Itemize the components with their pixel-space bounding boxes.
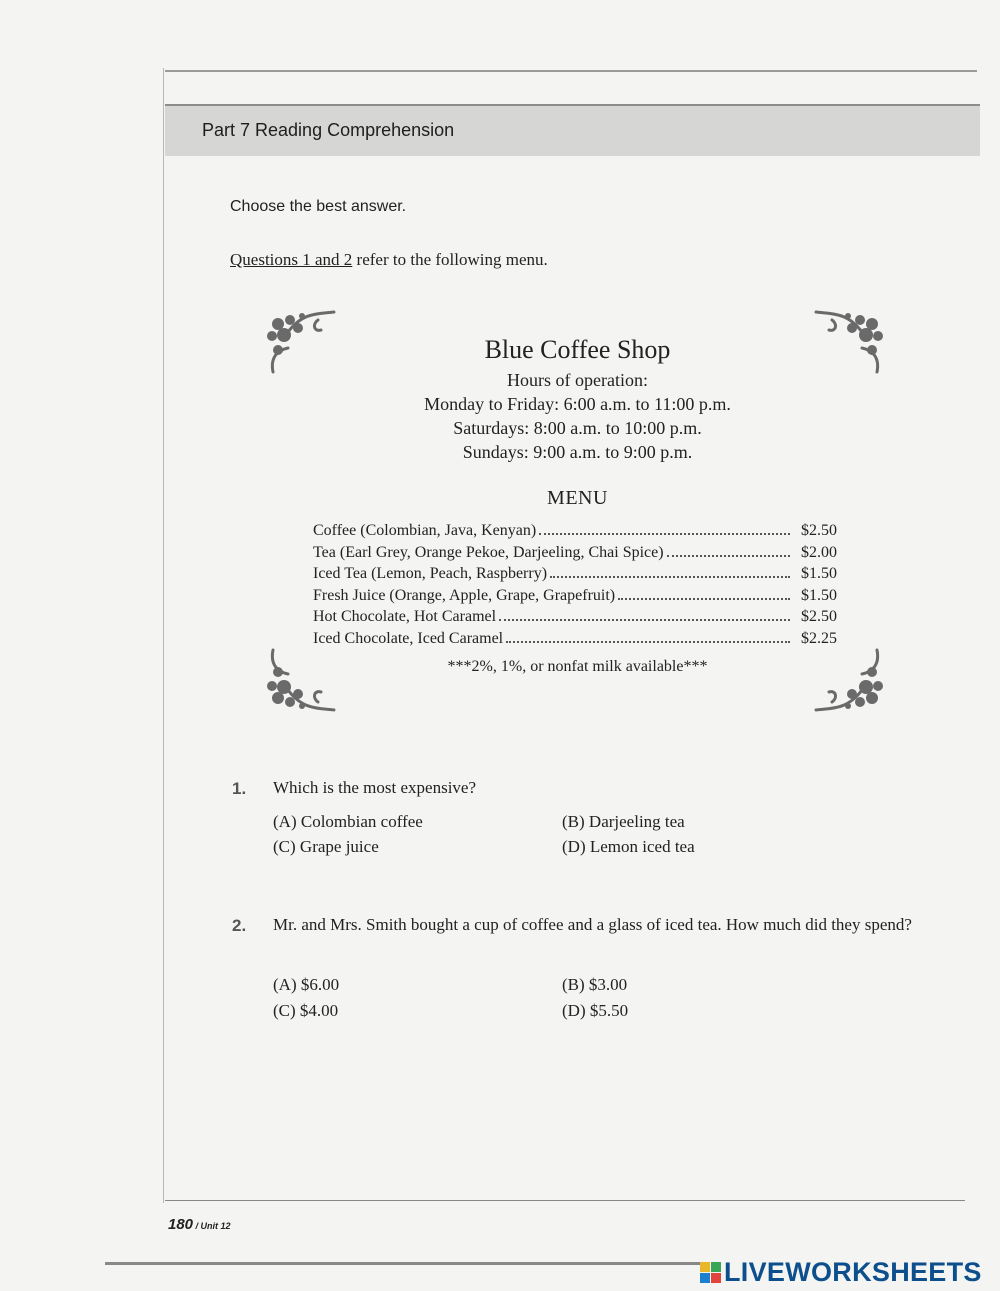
footer-rule [105, 1262, 705, 1265]
option-letter: (C) [273, 837, 296, 856]
menu-leader-dots [499, 605, 790, 621]
questions-reference-rest: refer to the following menu. [352, 250, 548, 269]
question-2-option-d[interactable] [562, 1001, 628, 1021]
question-1-option-b[interactable] [562, 812, 685, 832]
menu-item-name: Hot Chocolate, Hot Caramel [313, 608, 497, 625]
menu-item-name: Tea (Earl Grey, Orange Pekoe, Darjeeling, Chai Spice) [313, 543, 664, 561]
menu-leader-dots [506, 627, 790, 643]
question-1-option-a[interactable] [273, 812, 423, 832]
option-text: Lemon iced tea [589, 837, 695, 856]
question-1-text: Which is the most expensive? [273, 778, 477, 797]
option-letter: (D) [562, 1001, 586, 1020]
menu-item-price: $1.50 [801, 586, 837, 604]
option-letter: (A) [273, 975, 297, 994]
option-letter: (B) [562, 812, 585, 831]
part-header-bar [165, 104, 980, 156]
question-2-option-a[interactable] [273, 975, 339, 995]
menu-leader-dots [618, 584, 790, 600]
option-letter: (B) [562, 975, 585, 994]
option-letter: (D) [562, 837, 586, 856]
menu-row [313, 584, 837, 606]
menu-leader-dots [539, 519, 790, 535]
question-1-number: 1. [232, 779, 247, 798]
menu-row [313, 562, 837, 584]
hours-sunday: Sundays: 9:00 a.m. to 9:00 p.m. [462, 442, 693, 462]
menu-item-name: Coffee (Colombian, Java, Kenyan) [313, 522, 537, 539]
liveworksheets-grid-icon [700, 1262, 721, 1283]
questions-reference-underlined: Questions 1 and 2 [230, 250, 353, 269]
instruction-text: Choose the best answer. [230, 198, 407, 215]
menu-row [313, 627, 837, 649]
hours-saturday: Saturdays: 8:00 a.m. to 10:00 p.m. [453, 418, 702, 438]
menu-list [313, 519, 837, 648]
option-letter: (C) [273, 1001, 296, 1020]
menu-item-name: Iced Chocolate, Iced Caramel [313, 629, 504, 647]
menu-row [313, 605, 837, 627]
option-text: Grape juice [299, 837, 379, 856]
flourish-bottom-left-icon [258, 640, 338, 720]
liveworksheets-logo[interactable] [700, 1257, 982, 1287]
option-text: $6.00 [300, 975, 340, 994]
question-2-option-b[interactable] [562, 975, 627, 995]
question-2-option-c[interactable] [273, 1001, 338, 1021]
option-text: $5.50 [589, 1001, 629, 1020]
part-title: Part 7 Reading Comprehension [202, 120, 455, 140]
flourish-bottom-right-icon [812, 640, 892, 720]
shop-name: Blue Coffee Shop [484, 335, 671, 364]
question-1-option-d[interactable] [562, 837, 695, 857]
page-number [168, 1216, 231, 1233]
menu-item-price: $1.50 [801, 565, 837, 582]
top-rule [165, 70, 977, 72]
menu-item-price: $2.00 [801, 543, 837, 561]
questions-reference [230, 250, 548, 270]
question-1-option-c[interactable] [273, 837, 379, 857]
option-text: $4.00 [299, 1001, 339, 1020]
hours-weekday: Monday to Friday: 6:00 a.m. to 11:00 p.m. [424, 394, 731, 414]
page-left-edge [163, 68, 164, 1203]
menu-leader-dots [550, 562, 790, 578]
milk-note: ***2%, 1%, or nonfat milk available*** [447, 658, 708, 675]
bottom-rule [165, 1200, 965, 1201]
option-text: Colombian coffee [300, 812, 423, 831]
menu-row [313, 519, 837, 541]
menu-row [313, 541, 837, 563]
option-letter: (A) [273, 812, 297, 831]
menu-item-name: Fresh Juice (Orange, Apple, Grape, Grapefruit) [313, 586, 616, 604]
question-2-text: Mr. and Mrs. Smith bought a cup of coffee and a glass of iced tea. How much did they spend? [273, 915, 912, 934]
menu-item-price: $2.25 [801, 629, 837, 647]
menu-heading: MENU [547, 487, 608, 509]
option-text: Darjeeling tea [588, 812, 685, 831]
menu-leader-dots [667, 541, 790, 557]
menu-item-price: $2.50 [801, 522, 837, 539]
option-text: $3.00 [588, 975, 628, 994]
menu-item-price: $2.50 [801, 608, 837, 625]
liveworksheets-brand-text: LIVEWORKSHEETS [724, 1256, 982, 1287]
menu-item-name: Iced Tea (Lemon, Peach, Raspberry) [313, 565, 548, 582]
unit-label: / Unit 12 [193, 1221, 231, 1231]
page-number-value: 180 [168, 1216, 194, 1233]
question-2-number: 2. [232, 916, 247, 935]
hours-title: Hours of operation: [507, 370, 648, 390]
